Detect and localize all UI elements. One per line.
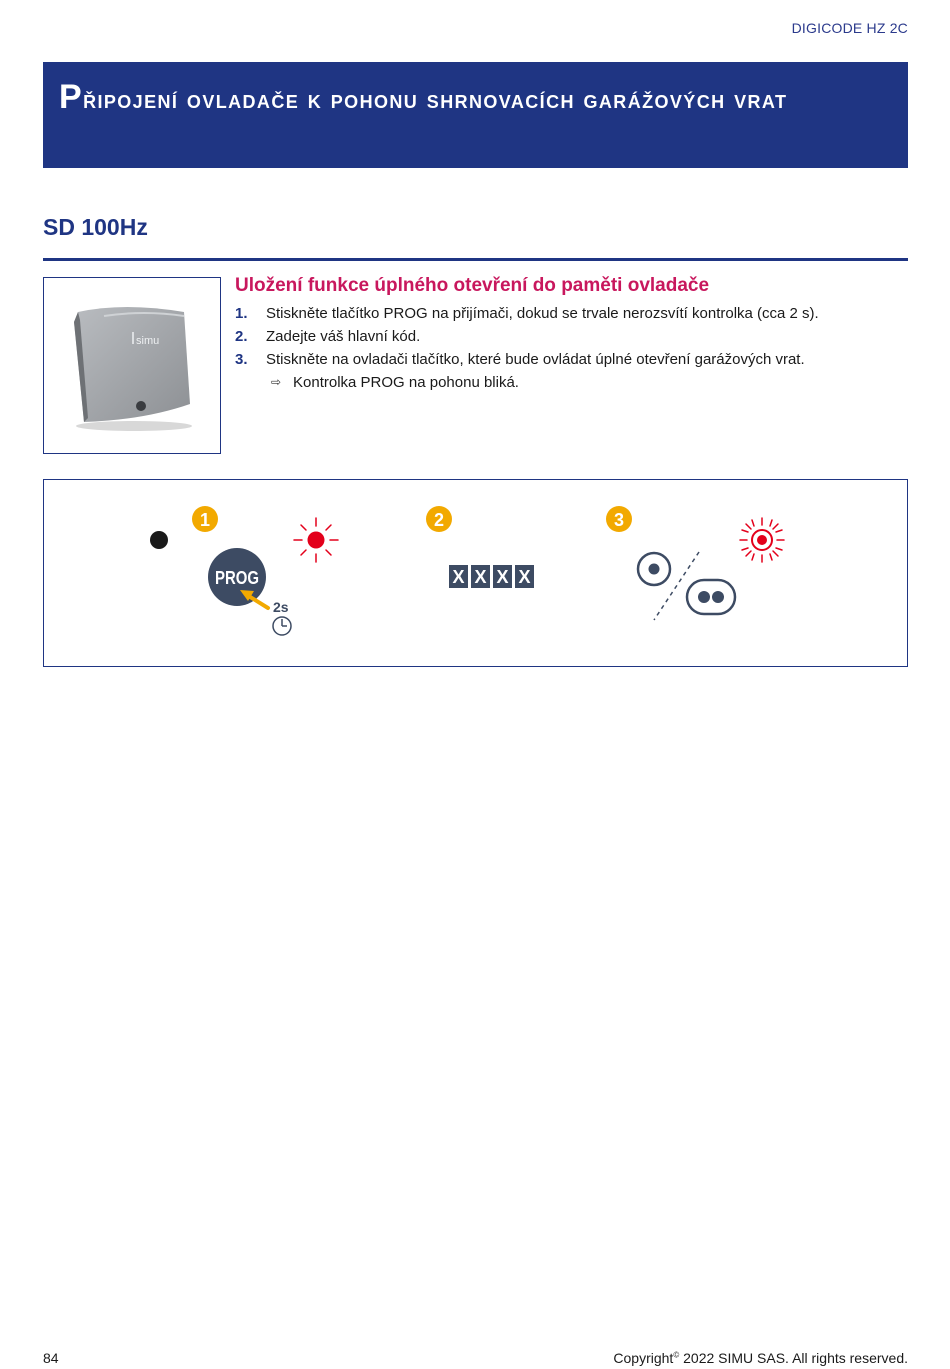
code-key-label: X [518,567,531,587]
code-key-label: X [474,567,487,587]
step-number: 1. [235,305,248,322]
step-number: 3. [235,351,248,368]
led-blinking-icon [740,518,784,562]
clock-icon [273,617,291,635]
step-list [235,302,915,371]
step-text: Stiskněte na ovladači tlačítko, které bude ovládat úplné otevření garážových vrat. [266,351,805,368]
receiver-device-image [44,278,219,452]
receiver-led-icon [150,531,168,549]
step-number: 2. [235,328,248,345]
led-lit-icon [294,518,338,562]
result-text: Kontrolka PROG na pohonu bliká. [293,374,519,391]
copyright-text: 2022 SIMU SAS. All rights reserved. [679,1350,908,1366]
section-divider [43,258,908,261]
step-text: Zadejte váš hlavní kód. [266,328,421,345]
step-2-badge-label: 2 [433,510,445,530]
code-entry-icon [449,565,534,588]
code-key-label: X [496,567,509,587]
title-banner [43,62,908,168]
step-item [235,348,915,371]
document-label: DIGICODE HZ 2C [791,20,908,36]
page-title-rest: řipojení ovladače k pohonu shrnovacích garážových vrat [83,84,788,114]
procedure [235,275,915,394]
product-image [43,277,221,454]
copyright-notice [613,1350,908,1366]
brand-logo: simu [136,335,160,347]
step-result [235,371,915,394]
code-key-label: X [452,567,465,587]
section-title: SD 100Hz [43,214,148,240]
step-text: Stiskněte tlačítko PROG na přijímači, dokud se trvale nerozsvítí kontrolka (cca 2 s). [266,305,819,322]
procedure-diagram [43,479,908,667]
page-title-initial: P [59,78,84,116]
diagram-canvas [44,480,906,665]
copyright-word: Copyright [613,1350,674,1366]
result-arrow-icon: ⇨ [271,375,282,389]
copyright-symbol: © [673,1350,680,1360]
double-button-icon [687,580,735,614]
step-3-badge-label: 3 [613,510,625,530]
procedure-heading: Uložení funkce úplného otevření do paměti ovladače [235,275,710,296]
page-number: 84 [43,1350,59,1366]
prog-button-label: PROG [215,568,259,588]
duration-label: 2s [273,599,289,615]
step-item [235,325,915,348]
step-item [235,302,915,325]
page-title [59,78,892,118]
single-button-icon [638,553,670,585]
step-1-badge-label: 1 [199,510,211,530]
